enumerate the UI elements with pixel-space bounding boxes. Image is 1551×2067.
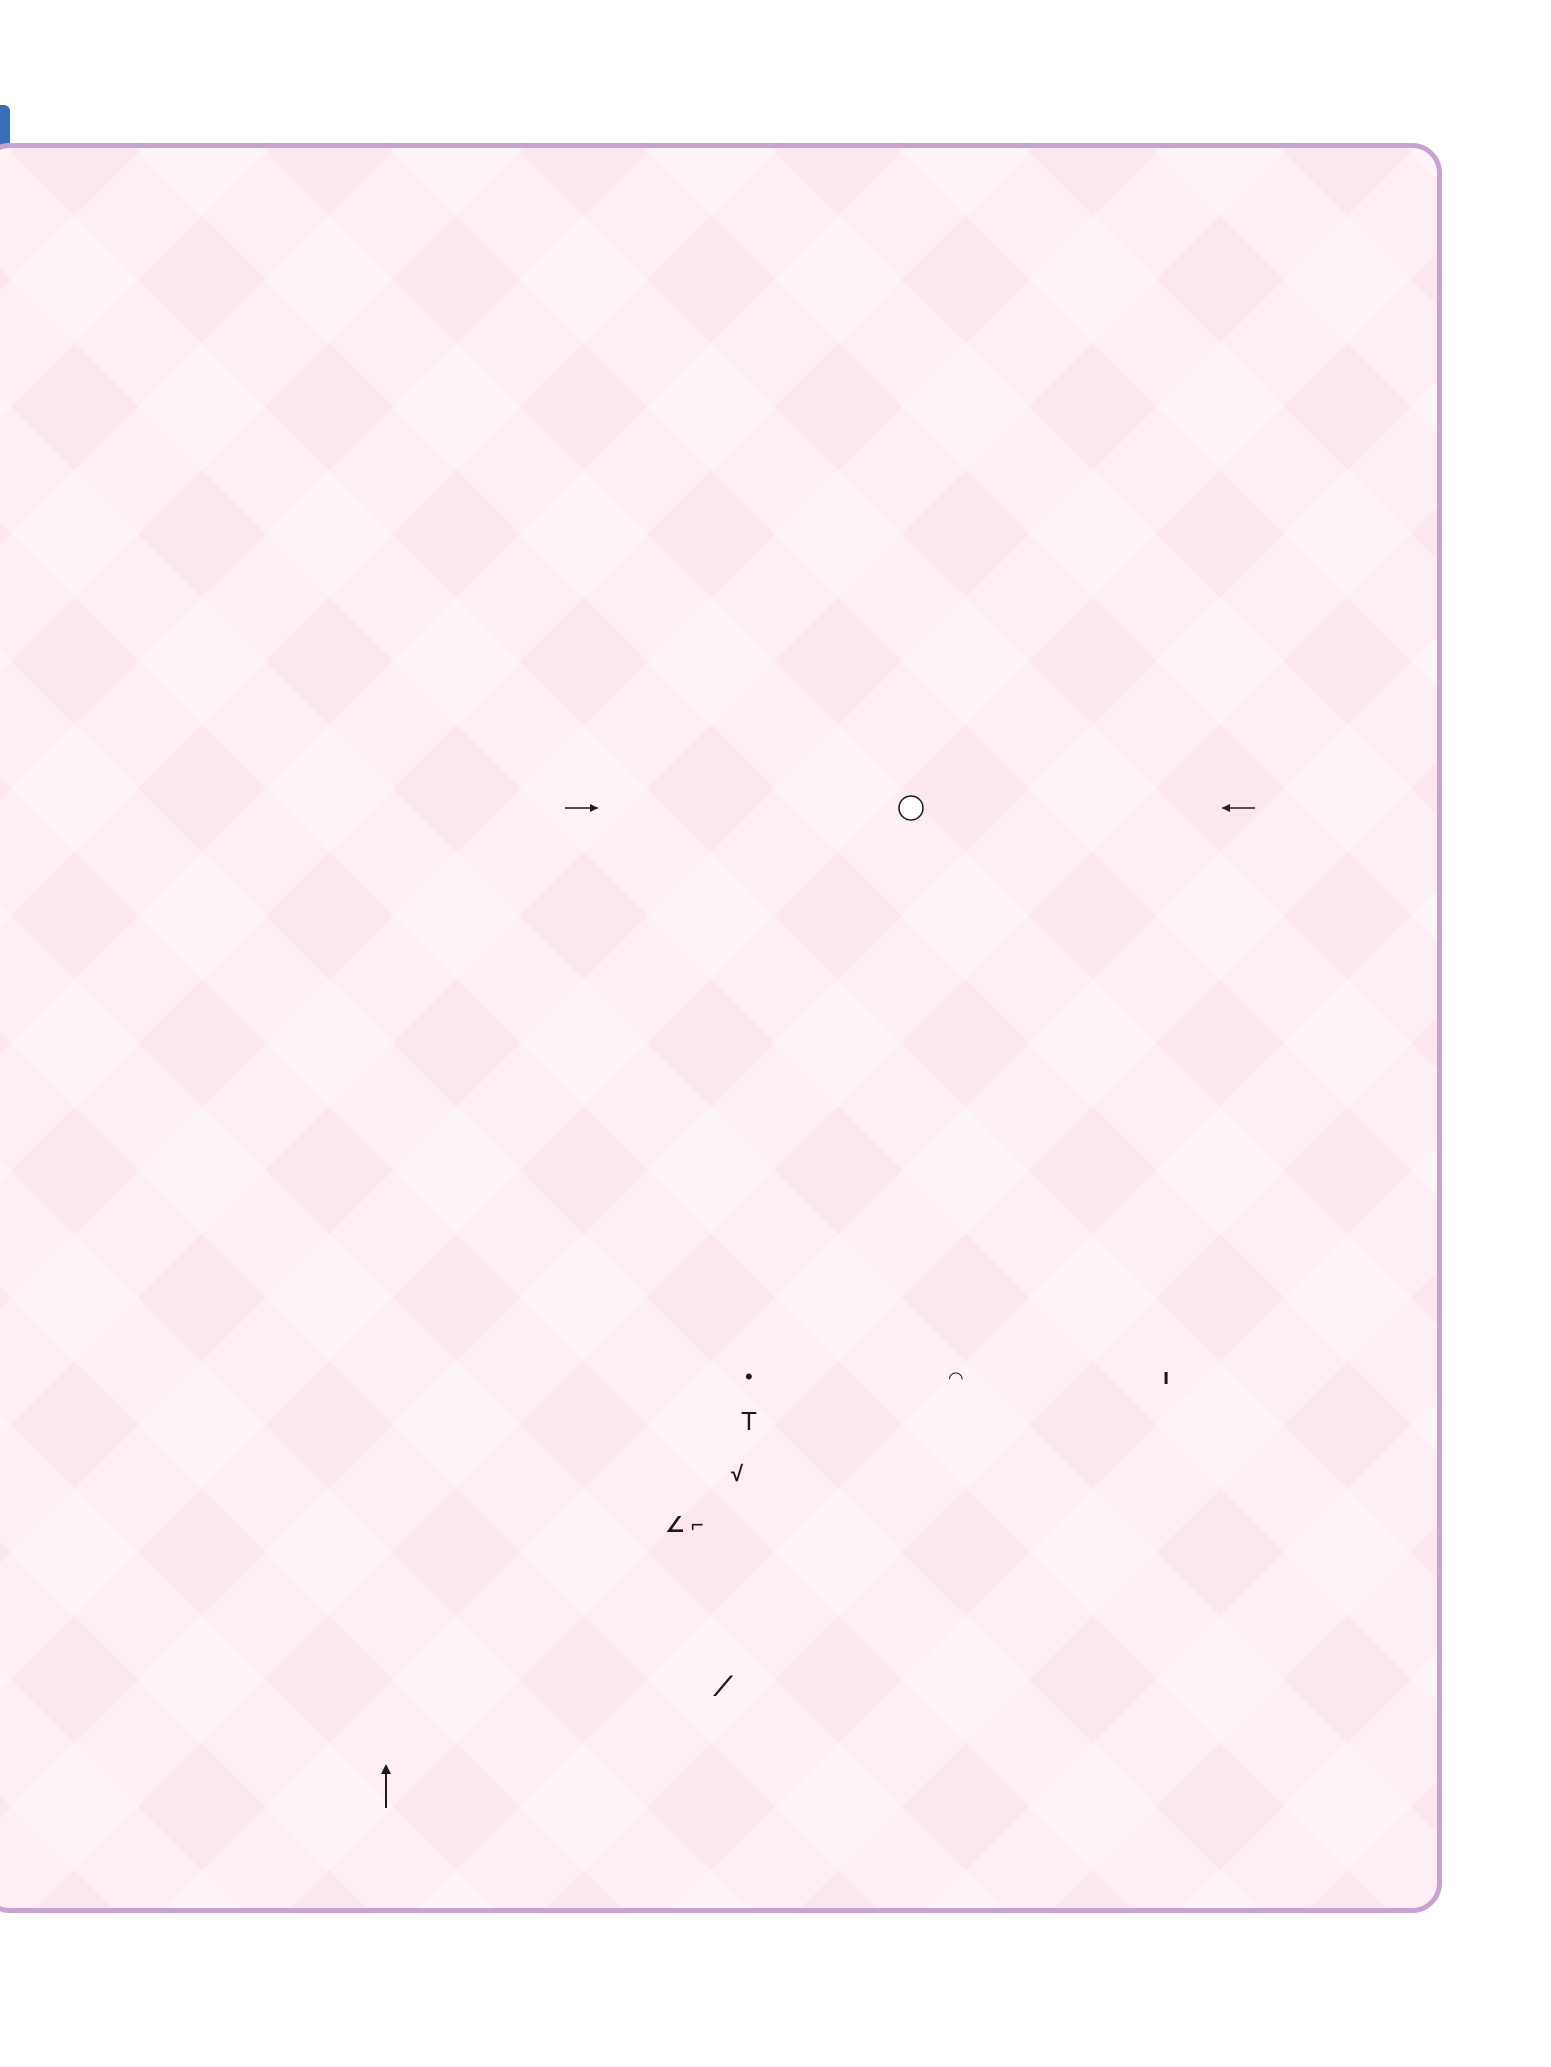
legend-halbes-staebchen <box>741 1405 757 1439</box>
decrease-sc-icon: ∠ <box>665 1512 685 1537</box>
slip-stitch-icon: ◠ <box>948 1368 964 1388</box>
legend-two-hstb <box>731 1457 743 1490</box>
legend-decrease-fm <box>665 1508 704 1541</box>
dot-icon: • <box>745 1364 753 1389</box>
decrease-sc-alt-icon: ⌐ <box>690 1512 704 1537</box>
legend-feste-masche <box>1163 1360 1169 1393</box>
legend-luftmasche <box>745 1360 753 1393</box>
half-double-crochet-icon: T <box>741 1406 757 1436</box>
single-crochet-icon: ı <box>1163 1364 1170 1389</box>
decrease-hdc-icon: ⟋ <box>714 1671 733 1701</box>
legend-kettmasche <box>948 1360 964 1395</box>
increase-icon: √ <box>731 1461 744 1486</box>
legend-decrease-hstb <box>714 1670 732 1704</box>
